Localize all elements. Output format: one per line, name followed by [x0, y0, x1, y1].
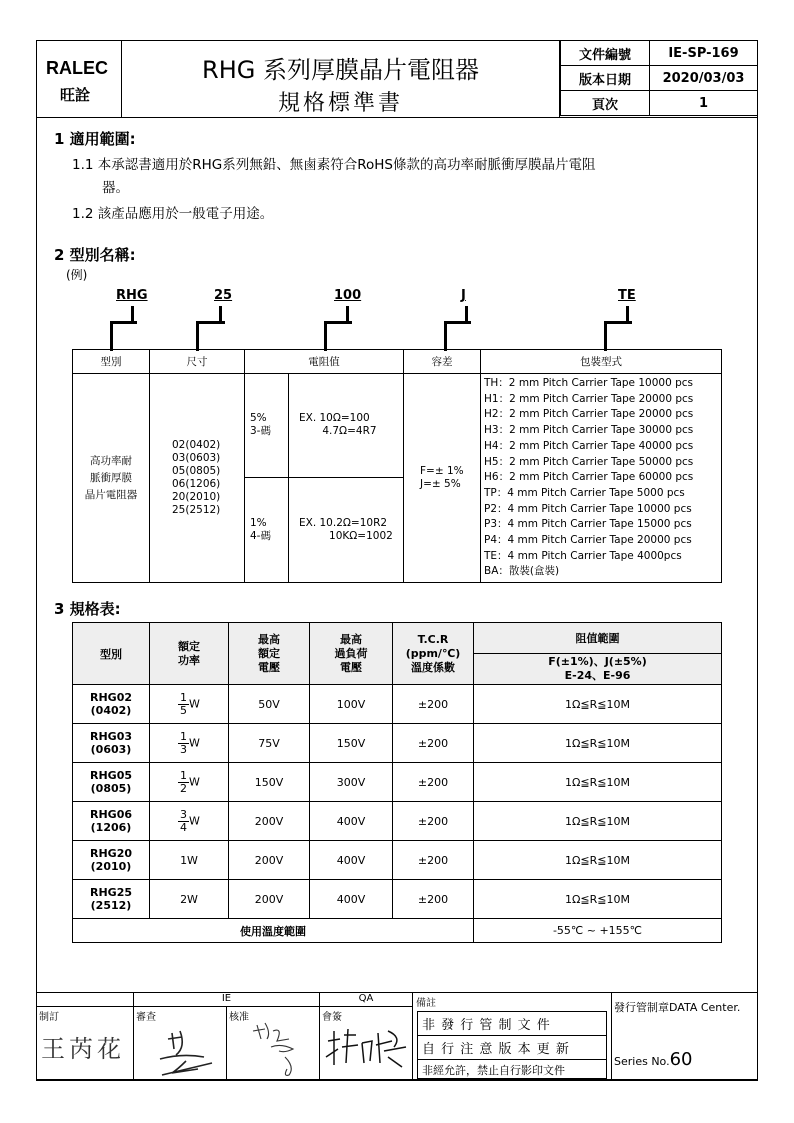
company-name-zh: 旺詮: [60, 86, 91, 104]
spec-voltage: 200V: [229, 802, 310, 841]
spec-overload: 150V: [310, 724, 393, 763]
spec-power: [150, 724, 229, 763]
col-header-packaging: 包裝型式: [481, 350, 722, 374]
spec-voltage: 50V: [229, 685, 310, 724]
size-list: 02(0402) 03(0603) 05(0805) 06(1206) 20(2010) 25(2512): [150, 374, 245, 583]
spec-table: [72, 622, 722, 943]
power-value: 1W: [180, 853, 198, 867]
power-unit: W: [189, 775, 200, 788]
section-1-item-1: 1.1 本承認書適用於RHG系列無鉛、無鹵素符合RoHS條款的高功率耐脈衝厚膜晶片電阻: [72, 157, 596, 173]
meta-value: 1: [650, 91, 758, 116]
spec-type: RHG03 (0603): [73, 724, 150, 763]
meta-value: 2020/03/03: [650, 66, 758, 91]
approval-footer: [36, 992, 758, 1081]
meta-label: 頁次: [561, 91, 650, 116]
spec-range: 1Ω≦R≦10M: [474, 802, 722, 841]
fraction-numerator: 3: [180, 807, 188, 821]
code-resistance: 100: [334, 288, 362, 303]
table-row: [73, 880, 722, 919]
series-label: Series No.: [614, 1055, 670, 1068]
document-title: RHG 系列厚膜晶片電阻器: [202, 56, 479, 84]
code-packaging: TE: [618, 288, 636, 303]
packaging-item: P3：4 mm Pitch Carrier Tape 15000 pcs: [484, 518, 692, 531]
ie-label: IE: [134, 993, 320, 1007]
spec-tcr: ±200: [393, 802, 474, 841]
section-1-item-1-cont: 器。: [102, 180, 129, 196]
series-number: [614, 1049, 693, 1070]
spec-tcr: ±200: [393, 841, 474, 880]
spec-type: RHG05 (0805): [73, 763, 150, 802]
meta-row: [561, 91, 758, 116]
countersign-cell: [320, 1007, 413, 1081]
spec-range: 1Ω≦R≦10M: [474, 685, 722, 724]
meta-value: IE-SP-169: [650, 41, 758, 66]
col-header-overload: 最高 過負荷 電壓: [310, 623, 393, 685]
fraction-denominator: 3: [180, 742, 188, 756]
fraction-denominator: 4: [180, 820, 188, 834]
data-center-cell: [612, 993, 758, 1081]
type-description: 高功率耐 脈衝厚膜 晶片電阻器: [73, 374, 150, 583]
made-by-cell: [37, 1007, 134, 1081]
meta-row: [561, 66, 758, 91]
spec-overload: 400V: [310, 841, 393, 880]
code-size: 25: [214, 288, 233, 303]
spec-overload: 300V: [310, 763, 393, 802]
remark-label: 備註: [416, 998, 436, 1009]
spec-type: RHG25 (2512): [73, 880, 150, 919]
packaging-item: H6：2 mm Pitch Carrier Tape 60000 pcs: [484, 471, 694, 484]
spec-range: 1Ω≦R≦10M: [474, 880, 722, 919]
packaging-item: P4：4 mm Pitch Carrier Tape 20000 pcs: [484, 534, 692, 547]
section-1-title: 1 適用範圍:: [54, 130, 136, 148]
table-row: [73, 374, 722, 478]
series-value: 60: [669, 1049, 693, 1070]
approve-cell: [227, 1007, 320, 1081]
fraction-numerator: 1: [180, 690, 188, 704]
packaging-item: P2：4 mm Pitch Carrier Tape 10000 pcs: [484, 502, 692, 515]
qa-label: QA: [320, 993, 413, 1007]
spec-type: RHG02 (0402): [73, 685, 150, 724]
stamp-line-2: 自 行 注 意 版 本 更 新: [418, 1036, 606, 1060]
table-header-row: [73, 623, 722, 654]
approve-label: 核准: [229, 1012, 249, 1023]
part-naming-table: [72, 349, 722, 583]
spec-type: RHG06 (1206): [73, 802, 150, 841]
table-row: [73, 685, 722, 724]
packaging-item: TE：4 mm Pitch Carrier Tape 4000pcs: [484, 549, 682, 562]
meta-row: [561, 41, 758, 66]
col-header-power: 額定 功率: [150, 623, 229, 685]
table-row: [73, 919, 722, 943]
data-center-label: 發行管制章DATA Center.: [614, 1001, 741, 1014]
temp-range-label: 使用溫度範圍: [73, 919, 474, 943]
stamp-line-3: 非經允許，禁止自行影印文件: [422, 1064, 565, 1077]
packaging-item: H2：2 mm Pitch Carrier Tape 20000 pcs: [484, 408, 694, 421]
packaging-item: H4：2 mm Pitch Carrier Tape 40000 pcs: [484, 439, 694, 452]
company-logo-box: [36, 40, 122, 118]
code-tolerance: J: [461, 288, 466, 303]
code-type: RHG: [116, 288, 148, 303]
packaging-item: TH：2 mm Pitch Carrier Tape 10000 pcs: [484, 377, 693, 389]
company-name-en: RALEC: [46, 58, 108, 78]
col-header-range: 阻值範圍: [474, 623, 722, 654]
resistance-tol-5: 5% 3-碼: [245, 374, 289, 478]
spec-power: [150, 802, 229, 841]
fraction-numerator: 1: [180, 729, 188, 743]
footer-header-row: [37, 993, 758, 1007]
resistance-tol-1: 1% 4-碼: [245, 477, 289, 583]
col-header-type: 型別: [73, 623, 150, 685]
approve-signature: [235, 1017, 315, 1079]
spec-type: RHG20 (2010): [73, 841, 150, 880]
spec-overload: 400V: [310, 880, 393, 919]
spec-tcr: ±200: [393, 763, 474, 802]
review-label: 審查: [136, 1012, 156, 1023]
spec-voltage: 200V: [229, 841, 310, 880]
packaging-item: H1：2 mm Pitch Carrier Tape 20000 pcs: [484, 392, 694, 405]
meta-label: 文件編號: [561, 41, 650, 66]
spec-range: 1Ω≦R≦10M: [474, 841, 722, 880]
review-cell: [134, 1007, 227, 1081]
spec-power: [150, 763, 229, 802]
control-stamp: [417, 1011, 607, 1079]
maker-signature: 王芮花: [41, 1035, 125, 1063]
countersign-signature: [322, 1023, 410, 1075]
title-box: [122, 40, 560, 118]
power-unit: W: [189, 814, 200, 827]
section-2-title: 2 型別名稱:: [54, 246, 136, 264]
spec-voltage: 75V: [229, 724, 310, 763]
spec-voltage: 150V: [229, 763, 310, 802]
spec-tcr: ±200: [393, 724, 474, 763]
fraction-denominator: 5: [180, 703, 188, 717]
col-header-resistance: 電阻值: [245, 350, 404, 374]
power-fraction: [178, 692, 189, 717]
spec-voltage: 200V: [229, 880, 310, 919]
col-header-range-sub: F(±1%)、J(±5%) E-24、E-96: [474, 654, 722, 685]
packaging-item: H3：2 mm Pitch Carrier Tape 30000 pcs: [484, 424, 694, 437]
power-unit: W: [189, 736, 200, 749]
packaging-item: TP：4 mm Pitch Carrier Tape 5000 pcs: [484, 486, 685, 499]
tolerance-values: F=± 1% J=± 5%: [404, 374, 481, 583]
fraction-denominator: 2: [180, 781, 188, 795]
stamp-line-1: 非 發 行 管 制 文 件: [418, 1012, 606, 1036]
table-row: [73, 841, 722, 880]
col-header-tcr: T.C.R (ppm/℃) 溫度係數: [393, 623, 474, 685]
table-row: [73, 763, 722, 802]
section-1-item-2: 1.2 該產品應用於一般電子用途。: [72, 206, 274, 222]
spec-power: [150, 841, 229, 880]
col-header-voltage: 最高 額定 電壓: [229, 623, 310, 685]
spec-range: 1Ω≦R≦10M: [474, 724, 722, 763]
power-fraction: [178, 770, 189, 795]
temp-range-value: -55℃ ~ +155℃: [474, 919, 722, 943]
remark-cell: [413, 993, 612, 1081]
fraction-numerator: 1: [180, 768, 188, 782]
document-subtitle: 規格標準書: [277, 91, 403, 116]
spec-overload: 400V: [310, 802, 393, 841]
document-meta-table: [560, 40, 758, 116]
spec-tcr: ±200: [393, 685, 474, 724]
meta-label: 版本日期: [561, 66, 650, 91]
table-row: [73, 724, 722, 763]
example-label: (例): [66, 268, 88, 282]
spec-power: [150, 880, 229, 919]
section-3-title: 3 規格表:: [54, 600, 121, 618]
spec-power: [150, 685, 229, 724]
spec-range: 1Ω≦R≦10M: [474, 763, 722, 802]
power-unit: W: [189, 697, 200, 710]
packaging-list: [481, 374, 722, 583]
col-header-tolerance: 容差: [404, 350, 481, 374]
packaging-item: H5：2 mm Pitch Carrier Tape 50000 pcs: [484, 455, 694, 468]
power-value: 2W: [180, 892, 198, 906]
resistance-example-1: EX. 10.2Ω=10R2 10KΩ=1002: [289, 477, 404, 583]
table-row: [73, 802, 722, 841]
countersign-label: 會簽: [322, 1012, 342, 1023]
table-header-row: [73, 350, 722, 374]
resistance-example-5: EX. 10Ω=100 4.7Ω=4R7: [289, 374, 404, 478]
review-signature: [142, 1019, 222, 1079]
power-fraction: [178, 809, 189, 834]
col-header-type: 型別: [73, 350, 150, 374]
spec-overload: 100V: [310, 685, 393, 724]
col-header-size: 尺寸: [150, 350, 245, 374]
packaging-item: BA：散裝(盒裝): [484, 565, 560, 578]
made-by-label: 制訂: [39, 1012, 59, 1023]
spec-tcr: ±200: [393, 880, 474, 919]
power-fraction: [178, 731, 189, 756]
